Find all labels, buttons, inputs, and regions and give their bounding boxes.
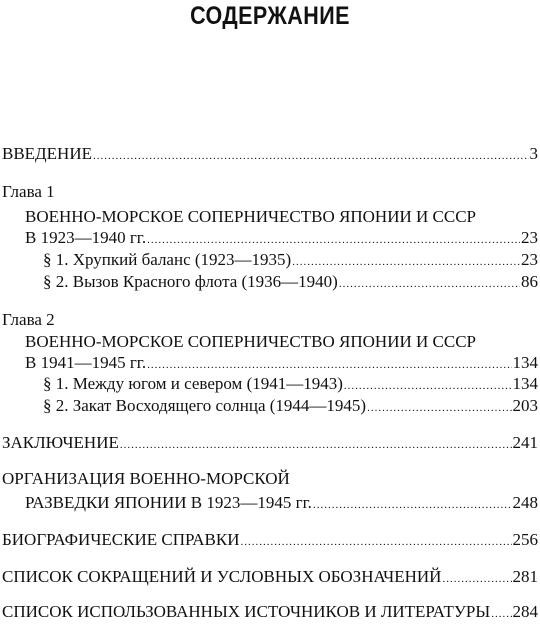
toc-entry-bio[interactable] — [2, 530, 538, 550]
toc-entry-label: § 2. Закат Восходящего солнца (1944—1945) — [43, 396, 367, 415]
toc-page-number: 134 — [512, 374, 538, 393]
chapter-2-title-line1: ВОЕННО-МОРСКОЕ СОПЕРНИЧЕСТВО ЯПОНИИ И СССР — [25, 332, 476, 351]
toc-entry-chapter-2-section-1[interactable] — [43, 374, 538, 394]
toc-entry-chapter-1-section-1[interactable] — [43, 250, 538, 270]
toc-entry-conclusion[interactable] — [2, 433, 538, 453]
toc-page-number: 203 — [512, 396, 538, 415]
page-title: СОДЕРЖАНИЕ — [190, 2, 350, 30]
appendix-title-line1: ОРГАНИЗАЦИЯ ВОЕННО-МОРСКОЙ — [2, 469, 290, 488]
dot-leader — [292, 252, 520, 272]
toc-entry-label: СПИСОК ИСПОЛЬЗОВАННЫХ ИСТОЧНИКОВ И ЛИТЕРАТУРЫ — [2, 602, 491, 621]
toc-entry-label: § 1. Хрупкий баланс (1923—1935) — [43, 250, 292, 269]
toc-entry-label: ЗАКЛЮЧЕНИЕ — [2, 433, 119, 452]
dot-leader — [147, 230, 520, 250]
toc-entry-label: СПИСОК СОКРАЩЕНИЙ И УСЛОВНЫХ ОБОЗНАЧЕНИЙ — [2, 567, 442, 586]
toc-entry-appendix[interactable] — [25, 493, 538, 513]
dot-leader — [367, 398, 511, 418]
toc-page-number: 281 — [512, 567, 538, 586]
dot-leader — [120, 435, 512, 455]
toc-page-number: 23 — [521, 228, 538, 247]
toc-page-number: 241 — [512, 433, 538, 452]
chapter-2-title-line2: В 1941—1945 гг. — [25, 353, 147, 372]
appendix-title-line2: РАЗВЕДКИ ЯПОНИИ В 1923—1945 гг. — [25, 493, 312, 512]
dot-leader — [93, 146, 529, 166]
toc-page-number: 256 — [512, 530, 538, 549]
chapter-2-label: Глава 2 — [2, 310, 55, 329]
toc-entry-intro[interactable] — [2, 144, 538, 164]
dot-leader — [313, 495, 512, 515]
toc-entry-label: § 2. Вызов Красного флота (1936—1940) — [43, 272, 338, 291]
chapter-1-title-line1: ВОЕННО-МОРСКОЕ СОПЕРНИЧЕСТВО ЯПОНИИ И СССР — [25, 207, 476, 226]
dot-leader — [442, 569, 511, 589]
toc-entry-chapter-2-section-2[interactable] — [43, 396, 538, 416]
dot-leader — [339, 274, 520, 294]
toc-entry-chapter-2[interactable] — [25, 353, 538, 373]
dot-leader — [241, 532, 512, 552]
toc-page-number: 86 — [521, 272, 538, 291]
toc-page-number: 248 — [512, 493, 538, 512]
toc-entry-sources[interactable] — [2, 602, 538, 622]
toc-entry-abbreviations[interactable] — [2, 567, 538, 587]
toc-page-number: 134 — [512, 353, 538, 372]
chapter-1-label: Глава 1 — [2, 182, 55, 201]
dot-leader — [344, 376, 512, 396]
toc-entry-label: § 1. Между югом и севером (1941—1943) — [43, 374, 343, 393]
dot-leader — [491, 604, 511, 624]
toc-entry-chapter-1-section-2[interactable] — [43, 272, 538, 292]
dot-leader — [147, 355, 511, 375]
toc-page-number: 3 — [529, 144, 538, 163]
toc-entry-label: БИОГРАФИЧЕСКИЕ СПРАВКИ — [2, 530, 240, 549]
toc-page-number: 23 — [521, 250, 538, 269]
toc-entry-chapter-1[interactable] — [25, 228, 538, 248]
toc-page-number: 284 — [512, 602, 538, 621]
toc-entry-label: ВВЕДЕНИЕ — [2, 144, 92, 163]
chapter-1-title-line2: В 1923—1940 гг. — [25, 228, 147, 247]
